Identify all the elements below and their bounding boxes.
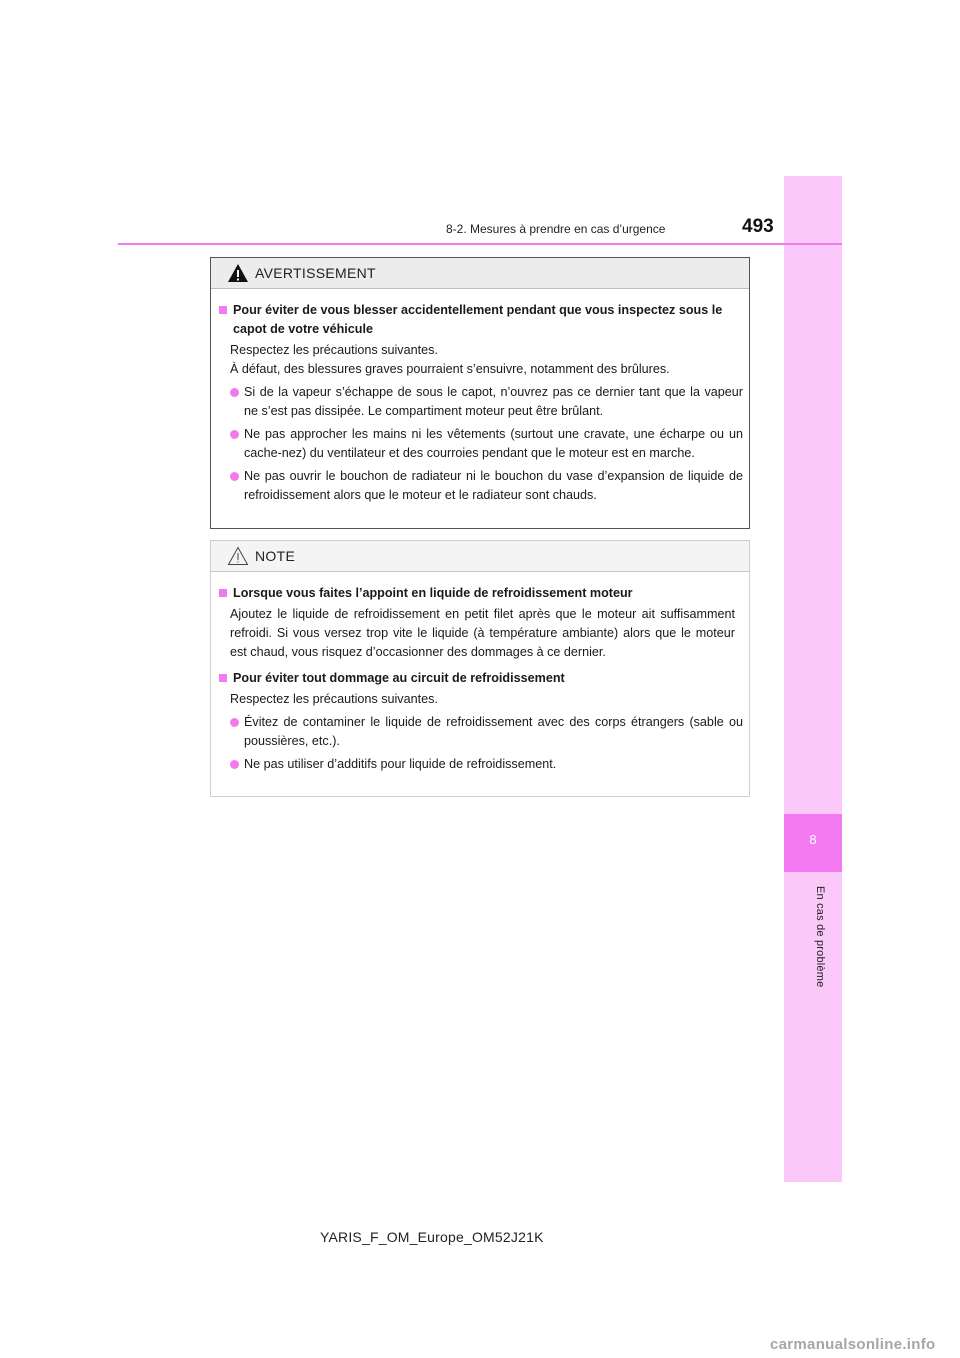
warning-triangle-icon xyxy=(227,263,249,283)
warning-intro-2: À défaut, des blessures graves pourraient s’ensuivre, notamment des brûlures. xyxy=(230,362,670,376)
note-section-2-intro: Respectez les précautions suivantes. xyxy=(230,692,438,706)
chapter-side-tab xyxy=(784,176,842,1182)
note-header xyxy=(211,541,749,572)
document-id: YARIS_F_OM_Europe_OM52J21K xyxy=(320,1229,544,1245)
warning-bullet xyxy=(230,425,743,463)
caution-triangle-icon xyxy=(227,546,249,566)
warning-title: AVERTISSEMENT xyxy=(255,265,376,281)
warning-heading xyxy=(219,301,743,339)
chapter-number-block xyxy=(784,814,842,872)
warning-box xyxy=(210,257,750,529)
circle-bullet-icon xyxy=(230,718,239,727)
warning-bullet-text: Ne pas ouvrir le bouchon de radiateur ni le bouchon du vase d’expansion de liquide de refroidissement alors que le moteur et le radiateur sont chauds. xyxy=(244,469,743,502)
note-heading-1-text: Lorsque vous faites l’appoint en liquide de refroidissement moteur xyxy=(233,586,633,600)
circle-bullet-icon xyxy=(230,388,239,397)
warning-bullet-text: Si de la vapeur s’échappe de sous le capot, n’ouvrez pas ce dernier tant que la vapeur ne s’est pas dissipée. Le compartiment moteur peut être brûlant. xyxy=(244,385,743,418)
chapter-number: 8 xyxy=(809,832,817,847)
warning-bullet-text: Ne pas approcher les mains ni les vêtements (surtout une cravate, une écharpe ou un cache-nez) du ventilateur et des courroies pendant que le moteur est en marche. xyxy=(244,427,743,460)
section-title: 8-2. Mesures à prendre en cas d’urgence xyxy=(446,222,666,236)
header-divider xyxy=(118,243,842,245)
note-heading-1 xyxy=(219,584,743,603)
warning-body xyxy=(211,289,749,505)
note-box xyxy=(210,540,750,797)
warning-header xyxy=(211,258,749,289)
warning-heading-text: Pour éviter de vous blesser accidentellement pendant que vous inspectez sous le capot de votre véhicule xyxy=(233,303,723,336)
circle-bullet-icon xyxy=(230,472,239,481)
note-body xyxy=(211,572,749,774)
note-heading-2 xyxy=(219,669,743,688)
warning-intro-1: Respectez les précautions suivantes. xyxy=(230,343,438,357)
note-bullet xyxy=(230,713,743,751)
warning-bullet xyxy=(230,467,743,505)
page-number: 493 xyxy=(742,216,774,237)
note-bullet-text: Évitez de contaminer le liquide de refroidissement avec des corps étrangers (sable ou poussières, etc.). xyxy=(244,715,743,748)
warning-bullet xyxy=(230,383,743,421)
note-bullet xyxy=(230,755,743,774)
note-section-1-text: Ajoutez le liquide de refroidissement en petit filet après que le moteur ait suffisamment refroidi. Si vous versez trop vite le liquide (à température ambiante) alors que le moteur est chaud, vous risquez d’occasionner des dommages à ce dernier. xyxy=(230,607,735,659)
square-bullet-icon xyxy=(219,674,227,682)
note-bullet-text: Ne pas utiliser d’additifs pour liquide de refroidissement. xyxy=(244,757,557,771)
watermark: carmanualsonline.info xyxy=(770,1336,936,1353)
square-bullet-icon xyxy=(219,589,227,597)
circle-bullet-icon xyxy=(230,760,239,769)
note-heading-2-text: Pour éviter tout dommage au circuit de refroidissement xyxy=(233,671,565,685)
square-bullet-icon xyxy=(219,306,227,314)
note-title: NOTE xyxy=(255,548,296,564)
circle-bullet-icon xyxy=(230,430,239,439)
chapter-title: En cas de problème xyxy=(814,886,826,988)
